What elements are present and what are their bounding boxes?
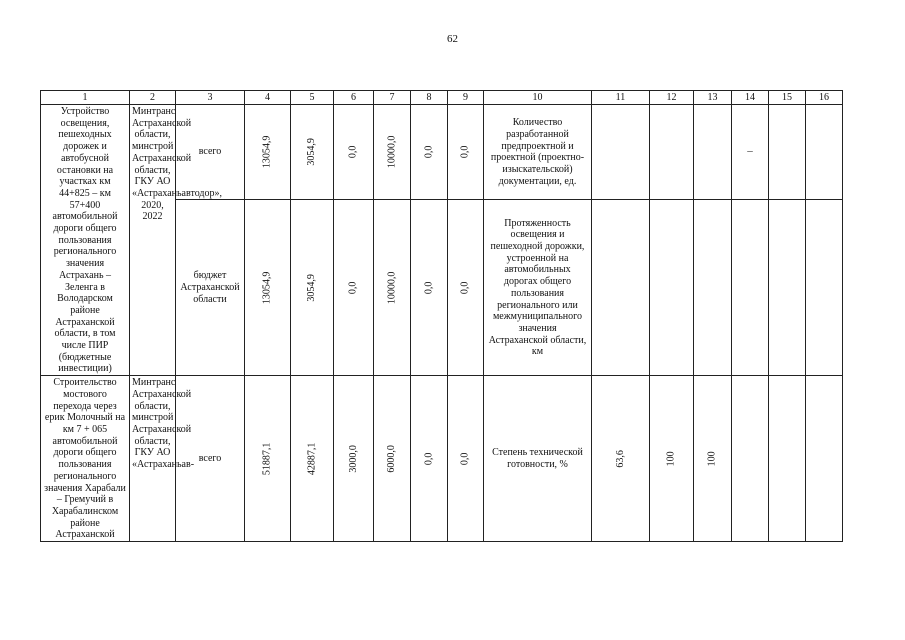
value-cell: [732, 376, 769, 542]
value-text: 3000,0: [347, 444, 359, 473]
header-cell: 11: [592, 91, 650, 105]
table-row: [41, 376, 843, 542]
value-cell: [291, 376, 334, 542]
value-cell: [592, 376, 650, 542]
value-cell: [411, 200, 448, 376]
program-table: [40, 90, 843, 542]
value-cell: [694, 376, 732, 542]
value-cell: [769, 376, 806, 542]
value-text: 0,0: [347, 145, 359, 159]
value-cell: [411, 105, 448, 200]
value-cell: [334, 105, 374, 200]
value-text: 13054,9: [261, 271, 273, 305]
header-cell: 12: [650, 91, 694, 105]
value-cell: [806, 105, 843, 200]
header-cell: 15: [769, 91, 806, 105]
responsible-cell: Минтранс Астраханской области, минстрой Астраханской области, ГКУ АО «Астраханьав-: [130, 376, 176, 542]
page-number: 62: [447, 33, 458, 45]
indicator-cell: Количество разработанной предпроектной и проектной (проектно-изыскательской) документации, ед.: [484, 105, 592, 200]
value-text: 100: [665, 451, 677, 467]
header-cell: 1: [41, 91, 130, 105]
value-text: 0,0: [423, 452, 435, 465]
value-cell: [291, 200, 334, 376]
header-row: [41, 91, 843, 105]
header-cell: 7: [374, 91, 411, 105]
funding-source-cell: бюджет Астраханской области: [176, 200, 245, 376]
value-cell: [650, 200, 694, 376]
value-text: 3054,9: [306, 138, 318, 166]
value-cell: [374, 105, 411, 200]
value-cell: [334, 200, 374, 376]
header-cell: 9: [448, 91, 484, 105]
header-cell: 14: [732, 91, 769, 105]
value-cell: [245, 105, 291, 200]
value-cell: [291, 105, 334, 200]
value-cell: [448, 200, 484, 376]
funding-source-cell: всего: [176, 376, 245, 542]
value-cell: [592, 105, 650, 200]
value-cell: [374, 376, 411, 542]
value-text: 0,0: [459, 452, 471, 465]
value-cell: [411, 376, 448, 542]
value-text: 6000,0: [386, 444, 398, 473]
indicator-cell: Протяженность освещения и пешеходной дорожки, устроенной на автомобильных дорогах общего пользования регионального или межмуниципального значения Астраханской области, км: [484, 200, 592, 376]
header-cell: 10: [484, 91, 592, 105]
value-cell: [448, 376, 484, 542]
value-text: 100: [706, 451, 718, 467]
header-cell: 2: [130, 91, 176, 105]
header-cell: 6: [334, 91, 374, 105]
header-cell: 5: [291, 91, 334, 105]
value-text: 51887,1: [261, 442, 273, 475]
value-cell: [245, 376, 291, 542]
value-cell: [374, 200, 411, 376]
value-text: 0,0: [347, 281, 359, 295]
header-cell: 8: [411, 91, 448, 105]
value-cell: [650, 376, 694, 542]
value-text: 0,0: [459, 145, 471, 159]
header-cell: 3: [176, 91, 245, 105]
value-cell: [334, 376, 374, 542]
measure-name-cell: Строительство мостового перехода через ерик Молочный на км 7 + 065 автомобильной дороги общего пользования регионального значения Харабали – Гремучий в Харабалинском районе Астраханской: [41, 376, 130, 542]
value-text: 0,0: [459, 281, 471, 295]
value-cell: [732, 200, 769, 376]
value-cell: [806, 200, 843, 376]
responsible-cell: Минтранс Астраханской области, минстрой Астраханской области, ГКУ АО «Астраханьавтодор», 2020, 2022: [130, 105, 176, 376]
header-cell: 4: [245, 91, 291, 105]
indicator-cell: Степень технической готовности, %: [484, 376, 592, 542]
value-text: 13054,9: [261, 135, 273, 169]
header-cell: 13: [694, 91, 732, 105]
value-cell: [769, 200, 806, 376]
value-text: 63,6: [614, 449, 626, 468]
dash-text: –: [747, 145, 753, 158]
header-cell: 16: [806, 91, 843, 105]
value-cell: [245, 200, 291, 376]
value-text: 42887,1: [306, 442, 318, 475]
value-cell: [769, 105, 806, 200]
value-cell: [806, 376, 843, 542]
value-text: 0,0: [423, 145, 435, 159]
value-text: 0,0: [423, 281, 435, 295]
value-cell: [732, 105, 769, 200]
value-cell: [650, 105, 694, 200]
value-cell: [448, 105, 484, 200]
value-text: 10000,0: [386, 271, 398, 305]
value-text: 10000,0: [386, 135, 398, 169]
value-cell: [694, 200, 732, 376]
value-text: 3054,9: [306, 274, 318, 302]
measure-name-cell: Устройство освещения, пешеходных дорожек и автобусной остановки на участках км 44+825 – км 57+400 автомобильной дороги общего пользования регионального значения Астрахань – Зеленга в Володарском районе Астраханской области, в том числе ПИР (бюджетные инвестиции): [41, 105, 130, 376]
value-cell: [592, 200, 650, 376]
value-cell: [694, 105, 732, 200]
funding-source-cell: всего: [176, 105, 245, 200]
table-row: [41, 105, 843, 200]
